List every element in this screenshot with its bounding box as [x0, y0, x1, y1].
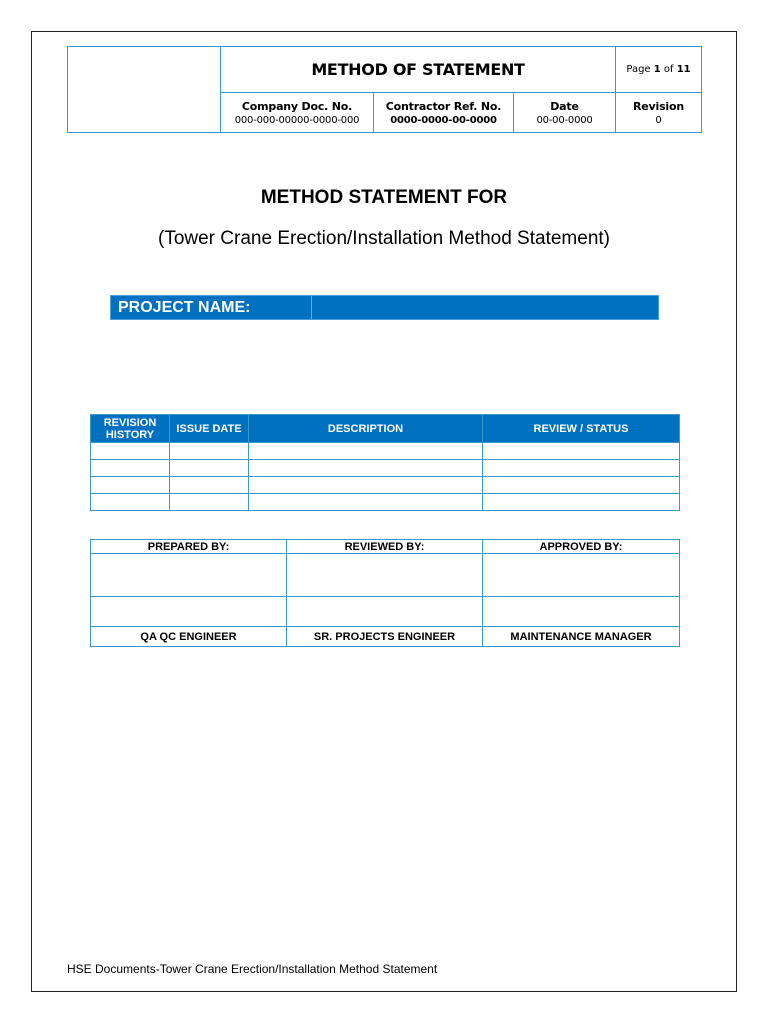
table-row [91, 443, 680, 460]
table-cell[interactable] [249, 494, 483, 511]
table-cell[interactable] [483, 494, 680, 511]
table-cell[interactable] [91, 494, 170, 511]
rev-header-description: DESCRIPTION [249, 415, 483, 443]
rev-header-review-status: REVIEW / STATUS [483, 415, 680, 443]
prepared-by-name[interactable] [91, 597, 287, 627]
prepared-by-signature[interactable] [91, 554, 287, 597]
document-header-table [67, 46, 702, 133]
approved-by-name[interactable] [483, 597, 680, 627]
reviewed-by-signature[interactable] [287, 554, 483, 597]
rev-header-revision-history: REVISION HISTORY [91, 415, 170, 443]
table-cell[interactable] [170, 460, 249, 477]
page-footer: HSE Documents-Tower Crane Erection/Installation Method Statement [67, 962, 438, 976]
approved-by-role: MAINTENANCE MANAGER [483, 627, 680, 647]
project-name-label: PROJECT NAME: [111, 296, 312, 319]
date-value: 00-00-0000 [536, 114, 593, 126]
main-title: METHOD STATEMENT FOR [260, 187, 508, 208]
table-row [91, 477, 680, 494]
table-cell[interactable] [170, 443, 249, 460]
approved-by-signature[interactable] [483, 554, 680, 597]
table-row [91, 460, 680, 477]
table-cell[interactable] [249, 477, 483, 494]
page-prefix: Page [626, 64, 654, 75]
contractor-ref-label: Contractor Ref. No. [385, 99, 502, 113]
company-doc-label: Company Doc. No. [241, 99, 353, 113]
table-cell[interactable] [170, 494, 249, 511]
doc-title-cell [221, 47, 616, 93]
date-label: Date [550, 99, 579, 113]
table-cell[interactable] [483, 443, 680, 460]
sub-title: (Tower Crane Erection/Installation Method Statement) [158, 228, 610, 249]
signature-table [90, 539, 680, 647]
table-row [91, 494, 680, 511]
revision-value: 0 [655, 114, 662, 126]
prepared-by-header: PREPARED BY: [91, 540, 287, 554]
reviewed-by-header: REVIEWED BY: [287, 540, 483, 554]
table-cell[interactable] [249, 443, 483, 460]
company-doc-cell [221, 93, 374, 133]
table-cell[interactable] [91, 460, 170, 477]
doc-title: METHOD OF STATEMENT [311, 59, 525, 79]
rev-header-issue-date: ISSUE DATE [170, 415, 249, 443]
revision-label: Revision [633, 99, 684, 113]
table-cell[interactable] [483, 477, 680, 494]
revision-history-table [90, 414, 680, 511]
prepared-by-role: QA QC ENGINEER [91, 627, 287, 647]
company-doc-value: 000-000-00000-0000-000 [234, 114, 360, 126]
page-of: of [660, 64, 677, 75]
table-cell[interactable] [249, 460, 483, 477]
date-cell [514, 93, 616, 133]
contractor-ref-cell [374, 93, 514, 133]
revision-cell [616, 93, 702, 133]
table-cell[interactable] [170, 477, 249, 494]
page-total: 11 [676, 64, 691, 75]
table-cell[interactable] [483, 460, 680, 477]
page-number-cell [616, 47, 702, 93]
project-name-bar [110, 295, 659, 320]
table-cell[interactable] [91, 477, 170, 494]
logo-cell [68, 47, 221, 133]
reviewed-by-role: SR. PROJECTS ENGINEER [287, 627, 483, 647]
page-border [31, 31, 737, 992]
contractor-ref-value: 0000-0000-00-0000 [390, 114, 497, 126]
page-current: 1 [653, 64, 661, 75]
table-cell[interactable] [91, 443, 170, 460]
reviewed-by-name[interactable] [287, 597, 483, 627]
project-name-value[interactable] [312, 296, 658, 319]
approved-by-header: APPROVED BY: [483, 540, 680, 554]
